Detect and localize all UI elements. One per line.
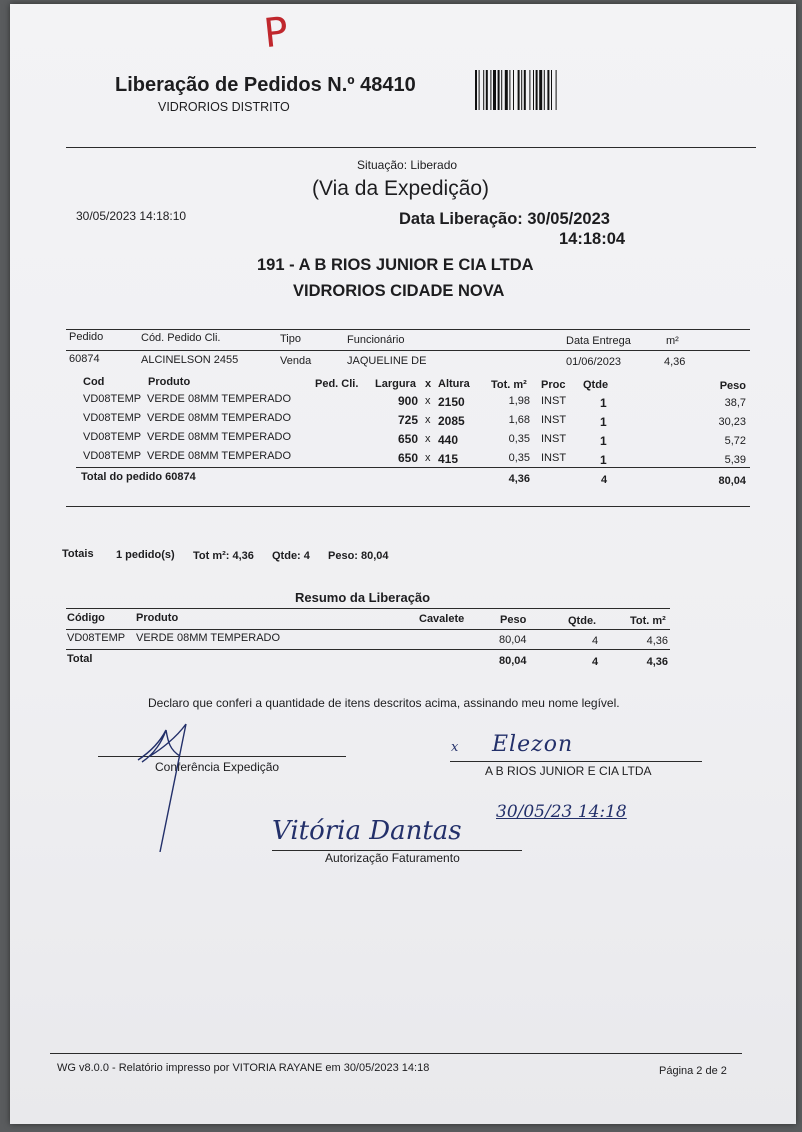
customer-name: 191 - A B RIOS JUNIOR E CIA LTDA (257, 256, 534, 274)
col-peso: Peso (500, 614, 527, 626)
divider (66, 608, 670, 609)
item-altura: 2150 (438, 395, 465, 409)
item-proc: INST (541, 395, 567, 407)
divider (76, 467, 750, 468)
item-row (10, 449, 796, 467)
item-peso: 5,72 (724, 435, 746, 447)
summary-total-m2: 4,36 (646, 656, 668, 668)
item-x: x (425, 452, 431, 464)
order-total-peso: 80,04 (718, 475, 746, 487)
copy-label: (Via da Expedição) (312, 177, 490, 200)
col-qtde: Qtde. (568, 615, 597, 627)
summary-title: Resumo da Liberação (295, 590, 431, 605)
item-tot-m2: 0,35 (508, 433, 530, 445)
signature-line (450, 761, 702, 762)
col-entrega: Data Entrega (566, 335, 631, 347)
release-time: 14:18:04 (559, 230, 626, 248)
divider (66, 629, 670, 630)
totals-pedidos: 1 pedido(s) (116, 549, 175, 561)
col-cod-cli: Cód. Pedido Cli. (141, 332, 221, 344)
item-qtde: 1 (600, 453, 607, 467)
divider (66, 329, 750, 330)
divider (66, 350, 750, 351)
printed-at: 30/05/2023 14:18:10 (76, 209, 187, 223)
col-tot-m2: Tot. m² (630, 615, 666, 627)
order-total-label: Total do pedido 60874 (81, 471, 196, 483)
summary-tot-m2: 4,36 (646, 635, 668, 647)
page-number: Página 2 de 2 (659, 1065, 727, 1077)
faturamento-label: Autorização Faturamento (325, 851, 460, 865)
item-cod: VD08TEMP (83, 431, 142, 443)
item-largura: 650 (397, 451, 418, 465)
item-produto: VERDE 08MM TEMPERADO (147, 393, 292, 405)
item-proc: INST (541, 414, 567, 426)
item-tot-m2: 1,98 (508, 395, 530, 407)
customer-store: VIDRORIOS CIDADE NOVA (293, 282, 505, 300)
value-pedido: 60874 (69, 353, 100, 365)
item-peso: 30,23 (718, 416, 746, 428)
item-proc: INST (541, 433, 567, 445)
col-produto: Produto (136, 612, 179, 624)
client-label: A B RIOS JUNIOR E CIA LTDA (485, 764, 652, 778)
item-largura: 725 (397, 413, 418, 427)
totals-peso: Peso: 80,04 (328, 550, 389, 562)
client-prefix: x (451, 740, 459, 755)
item-qtde: 1 (600, 396, 607, 410)
item-tot-m2: 0,35 (508, 452, 530, 464)
client-signature: Elezon (492, 732, 574, 757)
col-tot-m2: Tot. m² (491, 379, 527, 391)
item-largura: 900 (397, 394, 418, 408)
declaration-text: Declaro que conferi a quantidade de itens descritos acima, assinando meu nome legível. (148, 696, 620, 710)
conferencia-signature (120, 712, 210, 852)
item-peso: 38,7 (724, 397, 746, 409)
item-largura: 650 (397, 432, 418, 446)
item-x: x (425, 395, 431, 407)
value-tipo: Venda (280, 355, 312, 367)
footer-printed-by: WG v8.0.0 - Relatório impresso por VITORIA RAYANE em 30/05/2023 14:18 (57, 1062, 430, 1074)
col-codigo: Código (67, 612, 105, 624)
summary-peso: 80,04 (499, 634, 527, 646)
col-produto: Produto (148, 376, 191, 388)
release-date: Data Liberação: 30/05/2023 (399, 210, 610, 228)
document-page (10, 4, 796, 1124)
divider (66, 506, 750, 507)
conferencia-label: Conferência Expedição (155, 760, 280, 774)
value-funcionario: JAQUELINE DE (347, 355, 427, 367)
handwritten-mark: P (261, 8, 291, 58)
item-altura: 440 (438, 433, 459, 447)
faturamento-signature: Vitória Dantas (272, 816, 462, 846)
totals-qtde: Qtde: 4 (272, 550, 310, 562)
col-x: x (425, 378, 432, 390)
col-cavalete: Cavalete (419, 613, 465, 625)
summary-produto: VERDE 08MM TEMPERADO (136, 632, 281, 644)
item-tot-m2: 1,68 (508, 414, 530, 426)
col-funcionario: Funcionário (347, 334, 405, 346)
item-row (10, 392, 796, 410)
summary-total-qtde: 4 (592, 656, 599, 668)
totals-m2: Tot m²: 4,36 (193, 550, 254, 562)
status-text: Situação: Liberado (357, 158, 458, 172)
col-tipo: Tipo (280, 333, 301, 345)
item-produto: VERDE 08MM TEMPERADO (147, 431, 292, 443)
page-title: Liberação de Pedidos N.º 48410 (115, 74, 416, 96)
item-cod: VD08TEMP (83, 450, 142, 462)
item-cod: VD08TEMP (83, 393, 142, 405)
branch-name: VIDRORIOS DISTRITO (158, 100, 290, 114)
totals-label: Totais (62, 548, 94, 560)
col-qtde: Qtde (583, 379, 609, 391)
barcode-icon (475, 70, 599, 110)
col-peso: Peso (719, 380, 746, 392)
item-x: x (425, 414, 431, 426)
col-altura: Altura (438, 378, 470, 390)
item-row (10, 411, 796, 429)
order-total-qtde: 4 (601, 474, 608, 486)
item-cod: VD08TEMP (83, 412, 142, 424)
item-peso: 5,39 (724, 454, 746, 466)
item-altura: 415 (438, 452, 459, 466)
summary-codigo: VD08TEMP (67, 632, 126, 644)
item-produto: VERDE 08MM TEMPERADO (147, 412, 292, 424)
col-pedido: Pedido (69, 331, 104, 343)
col-m2: m² (666, 335, 679, 347)
item-row (10, 430, 796, 448)
item-altura: 2085 (438, 414, 465, 428)
divider (66, 147, 756, 148)
col-cod: Cod (83, 376, 105, 388)
summary-total-label: Total (67, 653, 93, 665)
item-proc: INST (541, 452, 567, 464)
col-largura: Largura (375, 378, 416, 390)
divider (66, 649, 670, 650)
value-entrega: 01/06/2023 (566, 356, 622, 368)
summary-qtde: 4 (592, 635, 599, 647)
item-qtde: 1 (600, 415, 607, 429)
col-ped-cli: Ped. Cli. (315, 378, 359, 390)
item-produto: VERDE 08MM TEMPERADO (147, 450, 292, 462)
item-x: x (425, 433, 431, 445)
order-total-m2: 4,36 (508, 473, 530, 485)
item-qtde: 1 (600, 434, 607, 448)
value-cod-cli: ALCINELSON 2455 (141, 354, 239, 366)
summary-total-peso: 80,04 (499, 655, 527, 667)
col-proc: Proc (541, 379, 566, 391)
value-m2: 4,36 (664, 356, 686, 368)
client-date: 30/05/23 14:18 (496, 802, 627, 822)
footer-divider (50, 1053, 742, 1054)
